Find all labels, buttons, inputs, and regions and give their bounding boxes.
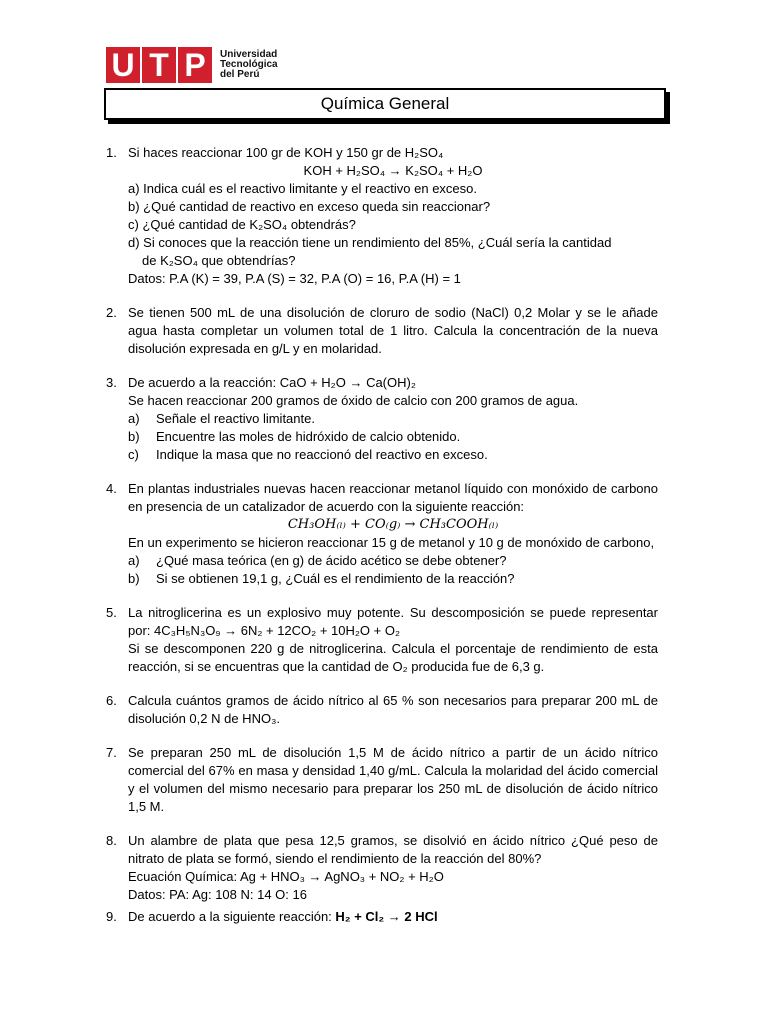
sub-item-text: Si se obtienen 19,1 g, ¿Cuál es el rendimiento de la reacción? — [156, 571, 515, 586]
question-1 — [106, 144, 658, 288]
chemical-equation: CH₃OH₍ₗ₎ + CO₍g₎ → CH₃COOH₍ₗ₎ — [287, 517, 499, 532]
question-number: 8. — [106, 833, 117, 848]
question-text-2: En un experimento se hicieron reaccionar 15 g de metanol y 10 g de monóxido de carbono, — [128, 535, 655, 550]
sub-item-b: b) ¿Qué cantidad de reactivo en exceso queda sin reaccionar? — [128, 199, 491, 214]
sub-item-text: Señale el reactivo limitante. — [156, 411, 315, 426]
sub-item-c — [128, 446, 658, 464]
question-2 — [106, 304, 658, 358]
page-title: Química General — [104, 88, 666, 120]
logo-name-line-2: Tecnológica — [220, 59, 278, 70]
chemical-equation: KOH + H₂SO₄ → K₂SO₄ + H₂O — [303, 163, 483, 178]
sub-item-letter: b) — [128, 571, 140, 586]
question-text: En plantas industriales nuevas hacen reaccionar metanol líquido con monóxido de carbono en presencia de un catalizador de acuerdo con la siguiente reacción: — [128, 481, 658, 514]
question-text: Se tienen 500 mL de una disolución de cloruro de sodio (NaCl) 0,2 Molar y se le añade agua hasta completar un volumen total de 1 litro. Calcula la concentración de la nueva disolución expresada en g/L y en molaridad. — [128, 305, 658, 356]
sub-item-text: Encuentre las moles de hidróxido de calcio obtenido. — [156, 429, 461, 444]
question-number: 3. — [106, 375, 117, 390]
sub-item-a: a) Indica cuál es el reactivo limitante y el reactivo en exceso. — [128, 181, 478, 196]
exercise-list — [106, 144, 658, 942]
sub-item-b — [128, 570, 658, 588]
sub-item-d-continued: de K₂SO₄ que obtendrías? — [142, 253, 296, 268]
question-number: 1. — [106, 145, 117, 160]
question-text: Calcula cuántos gramos de ácido nítrico al 65 % son necesarios para preparar 200 mL de disolución 0,2 N de HNO₃. — [128, 693, 658, 726]
logo-letter-t: T — [142, 47, 176, 83]
question-number: 7. — [106, 745, 117, 760]
question-text — [128, 908, 658, 926]
question-text: De acuerdo a la reacción: CaO + H₂O → Ca(OH)₂ — [128, 375, 416, 390]
sub-item-letter: b) — [128, 429, 140, 444]
question-5 — [106, 604, 658, 676]
sub-item-a — [128, 552, 658, 570]
sub-item-b — [128, 428, 658, 446]
logo-university-name — [220, 50, 278, 80]
sub-item-d: d) Si conoces que la reacción tiene un rendimiento del 85%, ¿Cuál sería la cantidad — [128, 235, 612, 250]
question-text-main: De acuerdo a la siguiente reacción: — [128, 909, 332, 924]
sub-item-letter: a) — [128, 411, 140, 426]
logo-letter-p: P — [178, 47, 212, 83]
question-text-2: Se hacen reaccionar 200 gramos de óxido de calcio con 200 gramos de agua. — [128, 393, 579, 408]
question-6 — [106, 692, 658, 728]
question-number: 5. — [106, 605, 117, 620]
question-text: Si haces reaccionar 100 gr de KOH y 150 gr de H₂SO₄ — [128, 145, 444, 160]
question-4 — [106, 480, 658, 588]
question-9 — [106, 908, 658, 926]
chemical-equation: H₂ + Cl₂ → 2 HCl — [335, 909, 438, 924]
question-7 — [106, 744, 658, 816]
logo-name-line-3: del Perú — [220, 69, 260, 80]
sub-item-letter: a) — [128, 553, 140, 568]
chemical-equation: Ecuación Química: Ag + HNO₃ → AgNO₃ + NO₂ + H₂O — [128, 869, 444, 884]
question-text: Se preparan 250 mL de disolución 1,5 M de ácido nítrico a partir de un ácido nítrico comercial del 67% en masa y densidad 1,40 g/mL. Calcula la molaridad del ácido comercial y el volumen del mismo necesario para preparar los 250 mL de disolución de ácido nítrico 1,5 M. — [128, 745, 658, 814]
sub-item-text: ¿Qué masa teórica (en g) de ácido acético se debe obtener? — [156, 553, 507, 568]
sub-item-a — [128, 410, 658, 428]
logo-letter-u: U — [106, 47, 140, 83]
atomic-weights: Datos: P.A (K) = 39, P.A (S) = 32, P.A (O) = 16, P.A (H) = 1 — [128, 271, 461, 286]
sub-item-text: Indique la masa que no reaccionó del reactivo en exceso. — [156, 447, 488, 462]
atomic-weights: Datos: PA: Ag: 108 N: 14 O: 16 — [128, 887, 307, 902]
question-number: 4. — [106, 481, 117, 496]
question-number: 2. — [106, 305, 117, 320]
sub-item-letter: c) — [128, 447, 139, 462]
question-3 — [106, 374, 658, 464]
question-text-2: Si se descomponen 220 g de nitroglicerina. Calcula el porcentaje de rendimiento de esta reacción, si se encuentras que la cantidad de O₂ producida fue de 6,3 g. — [128, 641, 658, 674]
question-number: 6. — [106, 693, 117, 708]
utp-logo — [106, 46, 278, 84]
question-text: La nitroglicerina es un explosivo muy potente. Su descomposición se puede representar por: 4C₃H₅N₃O₉ → 6N₂ + 12CO₂ + 10H₂O + O₂ — [128, 605, 658, 638]
question-8 — [106, 832, 658, 904]
logo-name-line-1: Universidad — [220, 49, 278, 60]
question-number: 9. — [106, 909, 117, 924]
question-text: Un alambre de plata que pesa 12,5 gramos, se disolvió en ácido nítrico ¿Qué peso de nitrato de plata se formó, siendo el rendimiento de la reacción del 80%? — [128, 833, 658, 866]
sub-item-c: c) ¿Qué cantidad de K₂SO₄ obtendrás? — [128, 217, 356, 232]
